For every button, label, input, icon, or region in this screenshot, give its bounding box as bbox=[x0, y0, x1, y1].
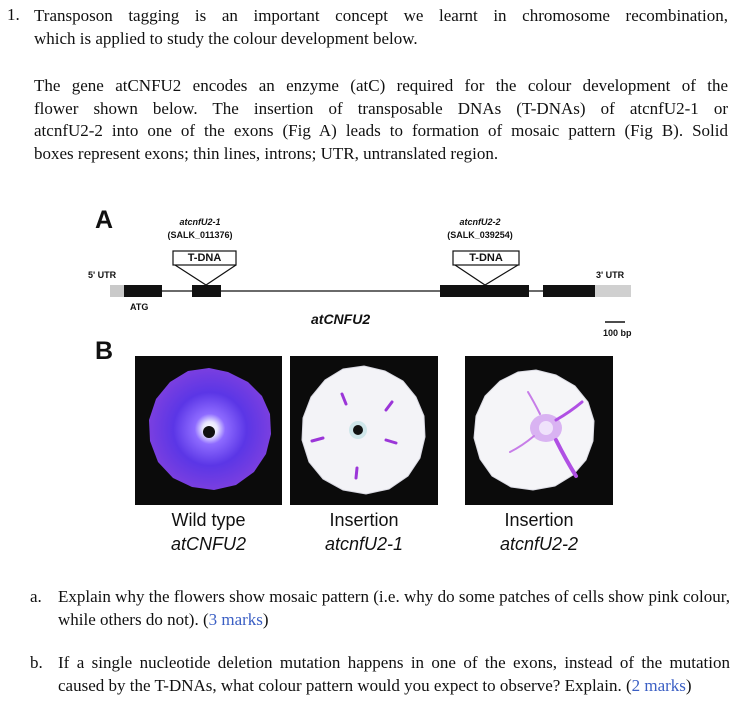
insertion1-center bbox=[353, 425, 363, 435]
para-line: flower shown below. The insertion of transposable DNAs (T-DNAs) of atcnfU2-1 or bbox=[34, 98, 728, 118]
intro-line: which is applied to study the colour development below. bbox=[34, 28, 418, 48]
wildtype-center bbox=[203, 426, 215, 438]
caption-line: Insertion bbox=[504, 510, 574, 530]
insertion1-salk: (SALK_011376) bbox=[167, 230, 233, 240]
caption-insertion2 bbox=[465, 508, 613, 556]
subquestion-text bbox=[58, 586, 730, 631]
subquestion-a bbox=[30, 586, 730, 631]
utr5-label: 5' UTR bbox=[88, 270, 117, 280]
subquestion-close: ) bbox=[685, 675, 692, 695]
caption-line: atCNFU2 bbox=[170, 534, 246, 554]
caption-line: atcnfU2-2 bbox=[499, 534, 579, 554]
subquestion-label: b. bbox=[30, 653, 43, 672]
insertion2-center bbox=[539, 421, 553, 435]
para-line: The gene atCNFU2 encodes an enzyme (atC) required for the colour development of the bbox=[34, 76, 728, 95]
caption-line: atcnfU2-1 bbox=[324, 534, 404, 554]
caption-line: Wild type bbox=[171, 510, 246, 530]
subquestion-text bbox=[58, 652, 730, 697]
pink-streak bbox=[356, 468, 357, 478]
tdna-label-1: T-DNA bbox=[187, 252, 222, 264]
subquestion-body: Explain why the flowers show mosaic pattern (i.e. why do some patches of cells show pink colour, while others do not). ( bbox=[58, 587, 730, 629]
caption-insertion1 bbox=[290, 508, 438, 556]
figure-b-label: B bbox=[95, 337, 114, 365]
subquestion-close: ) bbox=[262, 609, 269, 629]
caption-line: Insertion bbox=[329, 510, 399, 530]
subquestion-label: a. bbox=[30, 587, 42, 606]
intro-line: Transposon tagging is an important concept we learnt in chromosome recombination, bbox=[34, 6, 728, 25]
tdna-label-2: T-DNA bbox=[469, 252, 503, 264]
marks-badge: 2 marks bbox=[631, 675, 686, 695]
insertion2-salk: (SALK_039254) bbox=[447, 230, 513, 240]
utr3-label: 3' UTR bbox=[596, 270, 625, 280]
question-number: 1. bbox=[7, 5, 20, 24]
atg-label: ATG bbox=[130, 302, 149, 312]
insertion1-allele: atcnfU2-1 bbox=[179, 217, 221, 227]
marks-badge: 3 marks bbox=[208, 609, 263, 629]
figure-a-label: A bbox=[95, 206, 114, 234]
subquestion-b bbox=[30, 652, 730, 697]
para-line: atcnfU2-2 into one of the exons (Fig A) leads to formation of mosaic pattern (Fig B). Solid bbox=[34, 121, 728, 140]
caption-wildtype bbox=[135, 508, 282, 556]
insertion2-allele: atcnfU2-2 bbox=[459, 217, 501, 227]
scale-label: 100 bp bbox=[603, 328, 632, 338]
gene-label: atCNFU2 bbox=[311, 311, 371, 327]
para-line: boxes represent exons; thin lines, introns; UTR, untranslated region. bbox=[34, 143, 499, 163]
subquestion-body: If a single nucleotide deletion mutation happens in one of the exons, instead of the mutation caused by the T-DNAs, what colour pattern would you expect to observe? Explain. ( bbox=[58, 653, 730, 695]
